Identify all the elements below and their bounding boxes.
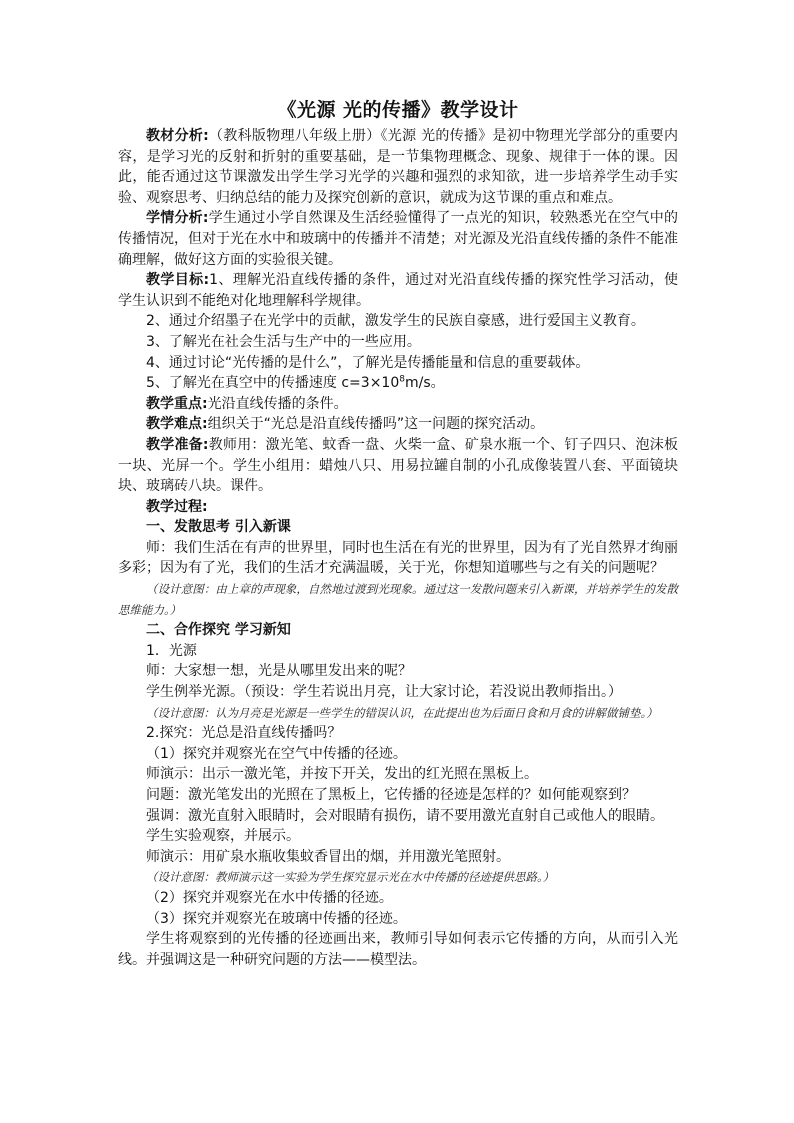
section-2-subtitle-1: 1．光源	[146, 642, 197, 659]
goal-5-post: m/s。	[404, 375, 445, 392]
section-2-item-2: （2）探究并观察光在水中传播的径迹。	[146, 889, 393, 906]
section-2-emphasis: 强调：激光直射入眼睛时，会对眼睛有损伤，请不要用激光直射自己或他人的眼睛。	[146, 807, 664, 824]
section-1-title: 一、发散思考 引入新课	[146, 519, 291, 536]
goal-5	[118, 373, 678, 394]
goal-5-pre: 5、了解光在真空中的传播速度 c=3×10	[146, 375, 400, 392]
teaching-preparation-text: 教师用：激光笔、蚊香一盘、火柴一盒、矿泉水瓶一个、钉子四只、泡沫板一块、光屏一个。学生小组用：蜡烛八只、用易拉罐自制的小孔成像装置八套、平面镜块块、玻璃砖八块。课件。	[118, 436, 678, 495]
goal-4: 4、通过讨论“光传播的是什么”，了解光是传播能量和信息的重要载体。	[146, 354, 590, 371]
teaching-preparation	[118, 435, 678, 497]
goal-3: 3、了解光在社会生活与生产中的一些应用。	[146, 333, 421, 350]
section-2-subtitle-2: 2.探究：光总是沿直线传播吗？	[146, 725, 342, 742]
teaching-difficulty	[118, 414, 678, 435]
section-2-demo-1: 师演示：出示一激光笔，并按下开关，发出的红光照在黑板上。	[146, 766, 538, 783]
goal-2: 2、通过介绍墨子在光学中的贡献，激发学生的民族自豪感，进行爱国主义教育。	[146, 313, 645, 330]
document-title: 《光源 光的传播》教学设计	[277, 99, 519, 121]
section-2-question: 问题：激光笔发出的光照在了黑板上，它传播的径迹是怎样的？如何能观察到？	[146, 787, 636, 803]
section-2-title: 二、合作探究 学习新知	[146, 622, 291, 639]
textbook-analysis-label: 教材分析:	[146, 128, 209, 144]
document-page	[118, 96, 678, 970]
student-analysis-text: 学生通过小学自然课及生活经验懂得了一点光的知识，较熟悉光在空气中的传播情况，但对于光在水中和玻璃中的传播并不清楚；对光源及光沿直线传播的条件不能准确理解，做好这方面的实验很关键。	[118, 210, 678, 268]
textbook-analysis	[118, 126, 678, 208]
student-analysis	[118, 208, 678, 270]
section-2-design-note: （设计意图：认为月亮是光源是一些学生的错误认识，在此提出也为后面日食和月食的讲解做铺垫。）	[146, 705, 658, 720]
teaching-preparation-label: 教学准备:	[146, 436, 209, 453]
section-2-item-3: （3）探究并观察光在玻璃中传播的径迹。	[146, 910, 407, 927]
teaching-goals-label: 教学目标:	[146, 272, 210, 289]
teaching-focus	[118, 394, 678, 415]
textbook-analysis-text: （教科版物理八年级上册）《光源 光的传播》是初中物理光学部分的重要内容，是学习光的反射和折射的重要基础，是一节集物理概念、现象、规律于一体的课。因此，能否通过这节课激发出学生学习光学的兴趣和强烈的求知欲，进一步培养学生动手实验、观察思考、归纳总结的能力及探究创新的意识，就成为这节课的重点和难点。	[118, 128, 678, 206]
goal-1: 1、理解光沿直线传播的条件，通过对光沿直线传播的探究性学习活动，使学生认识到不能绝对化地理解科学规律。	[118, 272, 679, 309]
teaching-focus-label: 教学重点:	[146, 395, 208, 412]
section-1-design-note: （设计意图：由上章的声现象，自然地过渡到光现象。通过这一发散问题来引入新课，并培养学生的发散思维能力。）	[118, 582, 678, 617]
teaching-process-label: 教学过程:	[146, 498, 208, 515]
section-1-paragraph: 师：我们生活在有声的世界里，同时也生活在有光的世界里，因为有了光自然界才绚丽多彩；因为有了光，我们的生活才充满温暖，关于光，你想知道哪些与之有关的问题呢？	[118, 539, 678, 577]
teaching-focus-text: 光沿直线传播的条件。	[207, 395, 348, 412]
section-2-item-1: （1）探究并观察光在空气中传播的径迹。	[146, 745, 407, 762]
section-2-observation: 学生实验观察，并展示。	[146, 828, 300, 845]
section-2-design-note-2: （设计意图：教师演示这一实验为学生探究显示光在水中传播的径迹提供思路。）	[146, 870, 555, 885]
student-analysis-label: 学情分析:	[146, 210, 209, 227]
goal-5-exponent: 8	[399, 374, 405, 385]
teaching-difficulty-label: 教学难点:	[146, 416, 208, 433]
section-2-demo-2: 师演示：用矿泉水瓶收集蚊香冒出的烟，并用激光笔照射。	[146, 848, 510, 865]
section-2-paragraph-2: 学生例举光源。（预设：学生若说出月亮，让大家讨论，若没说出教师指出。）	[146, 684, 622, 701]
section-2-paragraph-1: 师：大家想一想，光是从哪里发出来的呢？	[146, 663, 412, 680]
teaching-goals	[118, 270, 678, 311]
section-2-closing: 学生将观察到的光传播的径迹画出来，教师引导如何表示它传播的方向，从而引入光线。并强调这是一种研究问题的方法——模型法。	[118, 931, 678, 968]
teaching-difficulty-text: 组织关于“光总是沿直线传播吗”这一问题的探究活动。	[207, 416, 545, 433]
